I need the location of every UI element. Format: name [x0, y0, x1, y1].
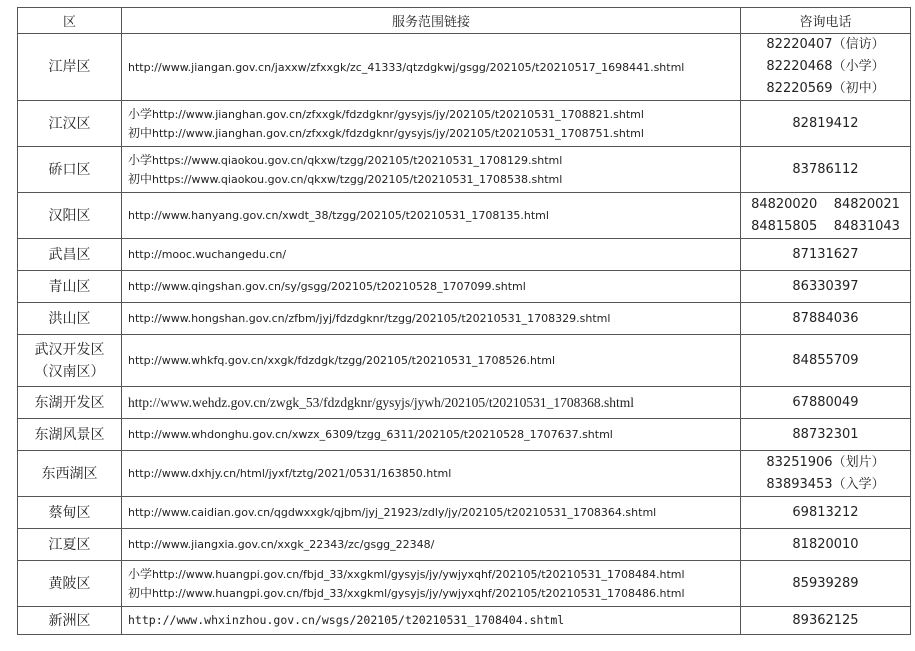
district-cell [18, 335, 122, 387]
phone-number: 87131627 [792, 246, 859, 262]
link-cell [122, 335, 741, 387]
link-line [128, 170, 734, 189]
district-cell [18, 147, 122, 193]
link-line [128, 393, 734, 413]
link-cell [122, 303, 741, 335]
phone-number: 88732301 [792, 426, 859, 442]
link-line [128, 351, 734, 370]
table-row [18, 529, 911, 561]
phone-cell [741, 607, 911, 635]
service-area-link[interactable]: http://www.hanyang.gov.cn/xwdt_38/tzgg/202105/t20210531_1708135.html [128, 209, 549, 222]
district-name: 江汉区 [48, 115, 91, 132]
link-line [128, 105, 734, 124]
phone-cell [741, 271, 911, 303]
link-line [128, 464, 734, 483]
phone-cell [741, 34, 911, 101]
district-name: 新洲区 [48, 612, 91, 629]
link-line [128, 309, 734, 328]
table-row [18, 193, 911, 239]
link-cell [122, 34, 741, 101]
district-name: 洪山区 [48, 310, 91, 327]
district-cell [18, 607, 122, 635]
phone-cell [741, 193, 911, 239]
table-row [18, 34, 911, 101]
phone-number: 86330397 [792, 278, 859, 294]
district-cell [18, 529, 122, 561]
district-cell [18, 34, 122, 101]
service-area-link[interactable]: http://www.jiangxia.gov.cn/xxgk_22343/zc/gsgg_22348/ [128, 538, 435, 551]
phone-number: 82220569（初中） [766, 81, 885, 96]
phone-number: 84855709 [792, 352, 859, 368]
table-row [18, 451, 911, 497]
table-row [18, 387, 911, 419]
phone-number: 89362125 [792, 612, 859, 628]
link-line [128, 535, 734, 554]
link-cell [122, 101, 741, 147]
phone-number: 83893453（入学） [766, 476, 885, 492]
district-cell [18, 239, 122, 271]
phone-cell [741, 335, 911, 387]
link-cell [122, 529, 741, 561]
phone-number: 69813212 [792, 504, 859, 520]
district-cell [18, 303, 122, 335]
link-cell [122, 419, 741, 451]
phone-number: 82819412 [792, 115, 859, 131]
link-line [128, 277, 734, 296]
link-cell [122, 271, 741, 303]
service-area-link[interactable]: http://www.jiangan.gov.cn/jaxxw/zfxxgk/zc_41333/qtzdgkwj/gsgg/202105/t20210517_1698441.shtml [128, 60, 685, 74]
district-name: 东湖风景区 [34, 426, 105, 443]
district-cell [18, 387, 122, 419]
phone-cell [741, 387, 911, 419]
table-row [18, 271, 911, 303]
district-name-suffix: （汉南区） [34, 363, 105, 380]
school-level-label: 小学 [128, 566, 153, 581]
district-name: 江岸区 [48, 59, 91, 75]
service-area-link[interactable]: http://www.huangpi.gov.cn/fbjd_33/xxgkml/gysyjs/jy/ywjyxqhf/202105/t20210531_1708484.html [152, 567, 685, 581]
service-area-link[interactable]: http://www.jianghan.gov.cn/zfxxgk/fdzdgknr/gysyjs/jy/202105/t20210531_1708751.shtml [152, 126, 644, 140]
phone-cell [741, 303, 911, 335]
table-row [18, 419, 911, 451]
link-cell [122, 497, 741, 529]
link-line [128, 565, 734, 584]
link-cell [122, 193, 741, 239]
district-name: 黄陂区 [48, 575, 91, 592]
service-area-link[interactable]: http://www.whdonghu.gov.cn/xwzx_6309/tzgg_6311/202105/t20210528_1707637.shtml [128, 428, 613, 441]
header-district: 区 [18, 8, 122, 34]
district-cell [18, 561, 122, 607]
phone-cell [741, 451, 911, 497]
header-phone: 咨询电话 [741, 8, 911, 34]
school-level-label: 小学 [128, 106, 153, 121]
service-area-link[interactable]: http://www.dxhjy.cn/html/jyxf/tztg/2021/0531/163850.html [128, 467, 452, 480]
district-name: 硚口区 [48, 161, 91, 178]
district-name: 汉阳区 [48, 207, 91, 224]
link-line [128, 245, 734, 264]
service-area-link[interactable]: http://www.wehdz.gov.cn/zwgk_53/fdzdgknr/gysyjs/jywh/202105/t20210531_1708368.shtml [128, 394, 634, 410]
service-area-link[interactable]: http://www.whxinzhou.gov.cn/wsgs/202105/t20210531_1708404.shtml [128, 613, 565, 627]
service-area-link[interactable]: https://www.qiaokou.gov.cn/qkxw/tzgg/202105/t20210531_1708538.shtml [152, 172, 563, 186]
link-cell [122, 451, 741, 497]
table-row [18, 607, 911, 635]
district-name: 东湖开发区 [34, 394, 105, 411]
link-line [128, 206, 734, 225]
phone-number: 87884036 [792, 310, 859, 326]
header-link: 服务范围链接 [122, 8, 741, 34]
school-level-label: 初中 [128, 585, 153, 600]
school-level-label: 初中 [128, 171, 153, 186]
district-cell [18, 497, 122, 529]
phone-number: 82220468（小学） [766, 59, 885, 74]
district-name: 武汉开发区 [34, 341, 105, 358]
district-cell [18, 193, 122, 239]
phone-cell [741, 561, 911, 607]
service-area-link[interactable]: http://mooc.wuchangedu.cn/ [128, 248, 287, 261]
service-area-link[interactable]: http://www.huangpi.gov.cn/fbjd_33/xxgkml/gysyjs/jy/ywjyxqhf/202105/t20210531_1708486.html [152, 586, 685, 600]
district-name: 江夏区 [48, 536, 91, 553]
link-line [128, 503, 734, 522]
table-row [18, 335, 911, 387]
service-area-link[interactable]: http://www.hongshan.gov.cn/zfbm/jyj/fdzdgknr/tzgg/202105/t20210531_1708329.shtml [128, 312, 611, 325]
service-area-table [17, 7, 911, 635]
phone-number: 82220407（信访） [766, 37, 885, 52]
phone-cell [741, 419, 911, 451]
phone-cell [741, 497, 911, 529]
phone-number: 83251906（划片） [766, 454, 885, 470]
district-name: 武昌区 [48, 246, 91, 263]
service-area-link[interactable]: http://www.whkfq.gov.cn/xxgk/fdzdgk/tzgg/202105/t20210531_1708526.html [128, 354, 556, 367]
phone-cell [741, 147, 911, 193]
table-row [18, 497, 911, 529]
phone-cell [741, 529, 911, 561]
link-cell [122, 239, 741, 271]
table-body [18, 34, 911, 635]
district-name: 东西湖区 [41, 465, 98, 482]
district-name: 青山区 [48, 278, 91, 295]
phone-number: 85939289 [792, 575, 859, 591]
link-line [128, 611, 734, 630]
link-line [128, 151, 734, 170]
service-area-link[interactable]: http://www.caidian.gov.cn/qgdwxxgk/qjbm/jyj_21923/zdly/jy/202105/t20210531_1708364.shtml [128, 506, 657, 519]
link-cell [122, 147, 741, 193]
district-name: 蔡甸区 [48, 504, 91, 521]
link-line [128, 425, 734, 444]
phone-number: 81820010 [792, 536, 859, 552]
link-line [128, 124, 734, 143]
district-cell [18, 419, 122, 451]
header-row [18, 8, 911, 34]
service-area-link[interactable]: http://www.jianghan.gov.cn/zfxxgk/fdzdgknr/gysyjs/jy/202105/t20210531_1708821.shtml [152, 107, 644, 121]
table-row [18, 101, 911, 147]
link-line [128, 58, 734, 77]
phone-number: 67880049 [792, 394, 859, 410]
phone-number: 84820020 84820021 [751, 196, 900, 212]
table-row [18, 303, 911, 335]
phone-number: 83786112 [792, 161, 859, 177]
school-level-label: 初中 [128, 125, 153, 140]
table-row [18, 147, 911, 193]
service-area-link[interactable]: http://www.qingshan.gov.cn/sy/gsgg/202105/t20210528_1707099.shtml [128, 280, 526, 293]
table-row [18, 561, 911, 607]
link-cell [122, 561, 741, 607]
phone-number: 84815805 84831043 [751, 218, 900, 234]
district-cell [18, 271, 122, 303]
link-cell [122, 607, 741, 635]
link-cell [122, 387, 741, 419]
table-row [18, 239, 911, 271]
link-line [128, 584, 734, 603]
service-area-table-container [17, 7, 911, 635]
phone-cell [741, 239, 911, 271]
school-level-label: 小学 [128, 152, 153, 167]
district-cell [18, 451, 122, 497]
phone-cell [741, 101, 911, 147]
district-cell [18, 101, 122, 147]
service-area-link[interactable]: https://www.qiaokou.gov.cn/qkxw/tzgg/202105/t20210531_1708129.shtml [152, 153, 563, 167]
